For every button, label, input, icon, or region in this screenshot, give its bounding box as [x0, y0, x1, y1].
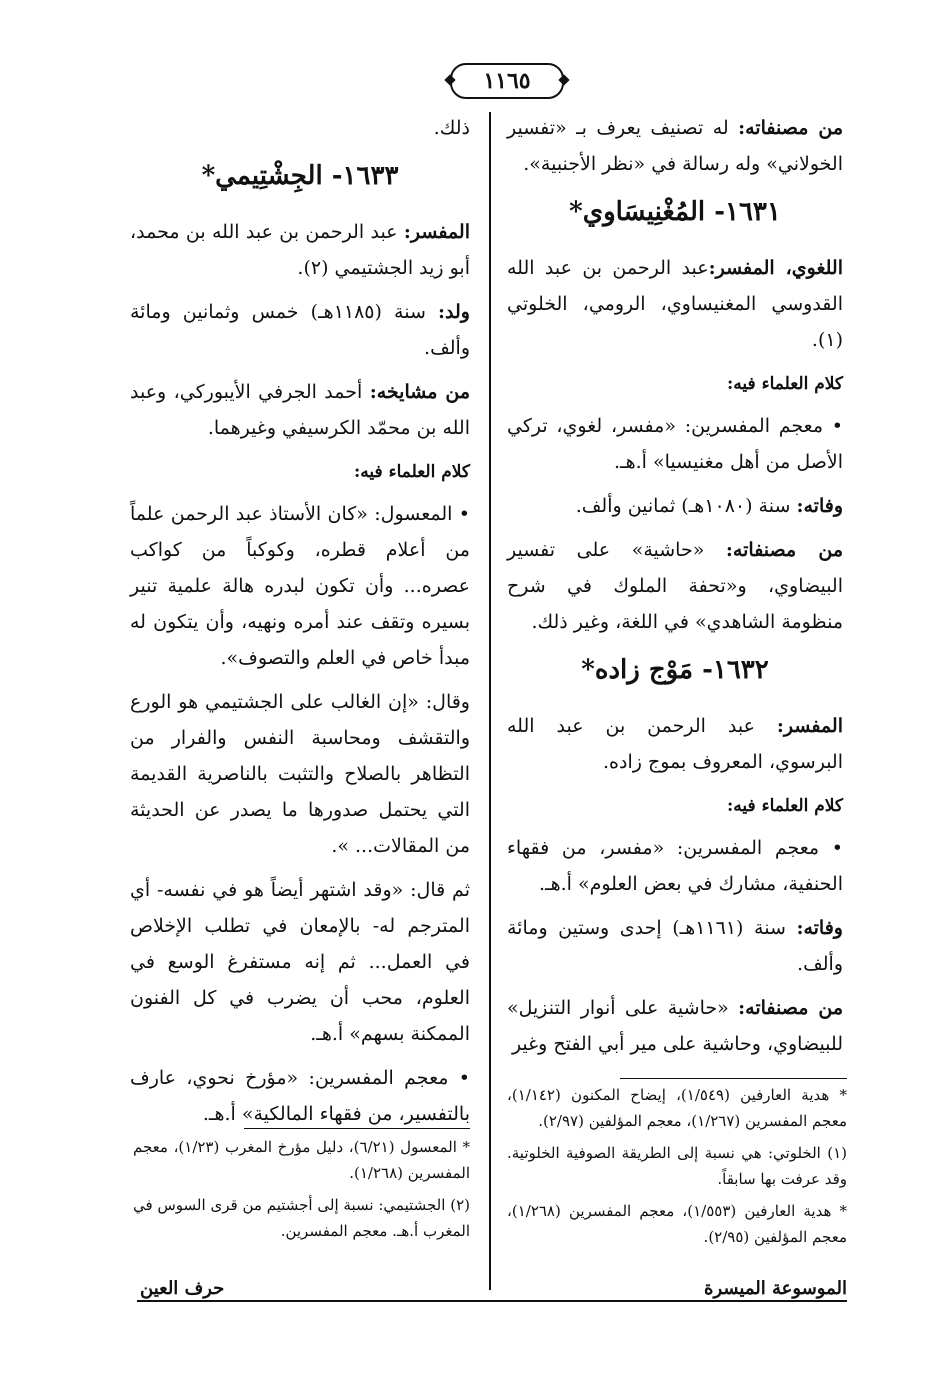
right-column [507, 110, 843, 1070]
label: اللغوي، المفسر: [708, 257, 843, 279]
footnotes-left [133, 1134, 470, 1250]
footnotes-right [507, 1082, 847, 1256]
mujam-quote: • معجم المفسرين: «مفسر، لغوي، تركي الأصل من أهل مغنيسيا» أ.هـ. [507, 415, 843, 473]
column-divider [489, 112, 491, 1290]
text: عبد الرحمن بن عبد الله البرسوي، المعروف بموج زاده. [507, 715, 843, 773]
mujam-quote: • معجم المفسرين: «مؤرخ نحوي، عارف بالتفسير، من فقهاء المالكية» أ.هـ. [130, 1067, 470, 1125]
text: «حاشية» على تفسير البيضاوي، و«تحفة الملوك في شرح منظومة الشاهدي» في اللغة، وغير ذلك. [507, 539, 843, 633]
text: سنة (١١٨٥هـ) خمس وثمانين ومائة وألف. [130, 301, 470, 359]
death-info [507, 910, 843, 982]
footnote: (٢) الجشتيمي: نسبة إلى أجشتيم من قرى السوس في المغرب أ.هـ. معجم المفسرين. [133, 1196, 470, 1240]
quote-paragraph: ثم قال: «وقد اشتهر أيضاً هو في نفسه- أي المترجم له- بالإمعان في تطلب الإخلاص في العمل... ثم إنه مستفرغ الوسع في العلوم، محب أن يضرب في كل الفنون الممكنة بسهم» أ.هـ. [130, 879, 470, 1045]
masul-quote: • المعسول: «كان الأستاذ عبد الرحمن علماً من أعلام قطره، وكوكباً من كواكب عصره... وأن تكون لبدره هالة علمية تنير بسيره وتقف عند أمره ونهيه، وأن يتكون له مبدأ خاص في العلم والتصوف». [130, 503, 470, 669]
label: وفاته: [796, 917, 843, 939]
continuation-text: ذلك. [433, 117, 470, 139]
label: من مصنفاته: [738, 117, 843, 139]
mujam-quote: • معجم المفسرين: «مفسر، من فقهاء الحنفية، مشارك في بعض العلوم» أ.هـ. [507, 837, 843, 895]
teachers-info [130, 374, 470, 446]
label: من مصنفاته: [738, 997, 844, 1019]
scholars-heading: كلام العلماء فيه: [727, 796, 843, 816]
text: «حاشية على أنوار التنزيل» للبيضاوي، وحاشية على مير أبي الفتح وغير [507, 997, 843, 1055]
entry-title-1633: ١٦٣٣- الجِشْتِيمي* [201, 161, 399, 191]
label: المفسر: [776, 715, 843, 737]
entry-title-1632: ١٦٣٢- مَوْج زاده* [581, 655, 769, 685]
text: سنة (١١٦١هـ) إحدى وستين ومائة وألف. [507, 917, 843, 975]
footer-section-title: حرف العين [140, 1278, 225, 1299]
left-column [130, 110, 470, 1140]
footer-encyclopedia-title: الموسوعة الميسرة [704, 1278, 847, 1299]
death-info [507, 488, 843, 524]
footnote: (١) الخلوتي: هي نسبة إلى الطريقة الصوفية الخلوتية. وقد عرفت بها سابقاً. [507, 1144, 847, 1188]
text: له تصنيف يعرف بـ «تفسير الخولاني» وله رسالة في «نظر الأجنبية». [507, 117, 843, 175]
birth-info [130, 294, 470, 366]
footer-rule [137, 1300, 847, 1302]
footnote: * هدية العارفين (١/٥٤٩)، إيضاح المكنون (١/١٤٢)، معجم المفسرين (١/٢٦٧)، معجم المؤلفين (٢/٩٧). [507, 1086, 848, 1130]
entry-title-1631: ١٦٣١- المُغْنِيسَاوي* [569, 197, 781, 227]
quote-paragraph: وقال: «إن الغالب على الجشتيمي هو الورع والتقشف ومحاسبة النفس والفرار من التظاهر بالصلاح والتثبت بالناصرية القديمة التي يحتمل صدورها ما يصدر عن الحديثة من المقالات... ». [130, 691, 470, 857]
label: ولد: [438, 301, 470, 323]
label: المفسر: [403, 221, 470, 243]
text: عبد الرحمن بن عبد الله القدوسي المغنيساوي، الرومي، الخلوتي (١). [507, 257, 843, 351]
scholars-heading: كلام العلماء فيه: [354, 462, 470, 482]
works-continued [507, 110, 843, 182]
footnote: * المعسول (٦/٢١)، دليل مؤرخ المغرب (١/٢٣)، معجم المفسرين (١/٢٦٨). [133, 1138, 470, 1182]
text: أحمد الجرفي الأيبوركي، وعبد الله بن محمّد الكرسيفي وغيرهما. [130, 381, 470, 439]
page-number: ١١٦٥ [450, 63, 564, 99]
entry-intro [130, 214, 470, 286]
scholars-heading: كلام العلماء فيه: [727, 374, 843, 394]
footnote: * هدية العارفين (١/٥٥٣)، معجم المفسرين (١/٢٦٨)، معجم المؤلفين (٢/٩٥). [507, 1202, 847, 1246]
label: من مشايخه: [369, 381, 470, 403]
label: وفاته: [796, 495, 843, 517]
text: سنة (١٠٨٠هـ) ثمانين وألف. [575, 495, 797, 517]
entry-intro [507, 250, 843, 358]
label: من مصنفاته: [725, 539, 843, 561]
footnote-separator-right [620, 1078, 847, 1079]
works-info [507, 990, 843, 1062]
entry-intro [507, 708, 843, 780]
works-info [507, 532, 843, 640]
footnote-separator-left [244, 1128, 470, 1129]
text: عبد الرحمن بن عبد الله بن محمد، أبو زيد الجشتيمي (٢). [130, 221, 470, 279]
